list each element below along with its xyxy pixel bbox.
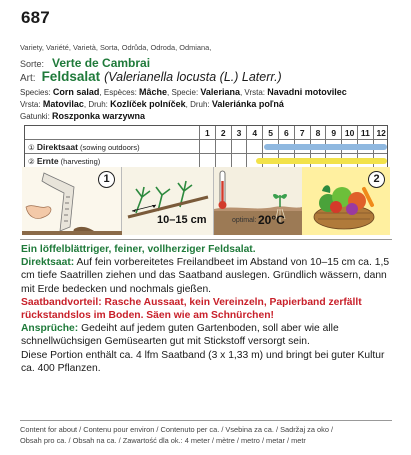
variety-line (20, 56, 150, 70)
packet-code: 687 (21, 8, 50, 27)
month-cell (246, 140, 262, 154)
month-cell (199, 140, 215, 154)
row-symbol: ① (28, 143, 35, 152)
month-label: 12 (373, 126, 389, 140)
content-line-1: Content for about / Contenu pour environ / Contenuto per ca. / Vsebina za ca. / Sadržaj za oko / (20, 425, 334, 434)
translation-value: Mâche (139, 87, 168, 97)
requirements-paragraph (21, 322, 393, 348)
row-spacing-label: 10–15 cm (157, 214, 207, 226)
translation-value: Matovilac (42, 99, 84, 109)
step-1-badge: 1 (98, 171, 115, 188)
optimal-temperature: 20°C (258, 213, 285, 227)
direktsaat-paragraph (21, 256, 393, 296)
translation-label: Species: (20, 88, 51, 97)
content-line-2: Obsah pro ca. / Obsah na ca. / Zawartość dla ok.: 4 meter / mètre / metro / metar / metr (20, 436, 306, 445)
translation-label: Druh: (88, 100, 108, 109)
translation-value: Valeriánka poľná (211, 99, 284, 109)
divider (20, 239, 392, 240)
variety-name: Verte de Cambrai (52, 56, 151, 70)
month-cell (231, 140, 247, 154)
latin-name: (Valerianella locusta (L.) Laterr.) (104, 70, 282, 84)
harvest-period-bar (256, 158, 386, 164)
headline: Ein löffelblättriger, feiner, vollherziger Feldsalat. (21, 244, 256, 255)
translation-label: Vrsta: (20, 100, 41, 109)
variety-label: Variety, Variété, Varietà, Sorta, Odrůda, Odroda, Odmiana, (20, 43, 212, 52)
month-cell (199, 154, 215, 168)
row-name: Direktsaat (36, 142, 78, 152)
species-line (20, 69, 282, 84)
translation-label: Espèces: (103, 88, 137, 97)
month-label: 5 (262, 126, 278, 140)
requirements-text: Gedeiht auf jedem guten Gartenboden, soll aber wie alle schnellwüchsigen Gemüsearten gut mit Stickstoff versorgt sein. (21, 323, 339, 348)
direktsaat-text: Auf fein vorbereitetes Freilandbeet im Abstand von 10–15 cm ca. 1,5 cm tiefe Saatrillen ziehen und das Saatband auslegen. Gründlich wässern, dann mit Erde bedecken und nochmals gießen. (21, 257, 390, 295)
month-label: 4 (246, 126, 262, 140)
art-label: Art: (20, 73, 36, 84)
calendar-row-harvest (25, 154, 387, 168)
month-label: 9 (325, 126, 341, 140)
row-note: (sowing outdoors) (80, 143, 140, 152)
month-label: 2 (215, 126, 231, 140)
optimal-label: optimal: (232, 217, 257, 224)
seed-tape-panel (22, 167, 122, 235)
species-name: Feldsalat (41, 69, 101, 84)
calendar-row-sowing (25, 140, 387, 154)
sowing-calendar (24, 125, 388, 168)
month-label: 8 (310, 126, 326, 140)
sowing-row-label (28, 140, 140, 155)
month-label: 10 (341, 126, 357, 140)
row-name: Ernte (36, 156, 59, 166)
step-2-badge: 2 (368, 171, 385, 188)
translation-label: Gatunki: (20, 112, 50, 121)
row-symbol: ② (28, 157, 35, 166)
month-cell (215, 154, 231, 168)
sowing-period-bar (264, 144, 386, 150)
portion-text: Diese Portion enthält ca. 4 lfm Saatband (3 x 1,33 m) und bringt bei guter Kultur ca. 400 Pflanzen. (21, 349, 385, 374)
month-label: 11 (357, 126, 373, 140)
row-note: (harvesting) (60, 157, 101, 166)
translation-value: Corn salad (52, 87, 100, 97)
month-cell (215, 140, 231, 154)
calendar-month-row (25, 126, 387, 140)
translation-label: Specie: (171, 88, 199, 97)
divider (20, 420, 392, 421)
translation-value: Kozlíček polníček (110, 99, 186, 109)
translations-line-1: Species: Corn salad, Espèces: Mâche, Specie: Valeriana, Vrsta: Navadni motovilec (20, 87, 347, 97)
instructions (21, 243, 393, 375)
seed-tape-advantage: Saatbandvorteil: Rasche Aussaat, kein Vereinzeln, Papierband zerfällt rückstandslos im Boden. Säen wie am Schnürchen! (21, 296, 362, 322)
sowing-illustration (22, 167, 390, 235)
sorte-label: Sorte: (20, 59, 45, 69)
month-cell (231, 154, 247, 168)
translation-label: Vrsta: (244, 88, 266, 97)
translations-line-2: Vrsta: Matovilac, Druh: Kozlíček polníček, Druh: Valeriánka poľná (20, 99, 284, 109)
month-label: 7 (294, 126, 310, 140)
translation-value: Valeriana (200, 87, 240, 97)
harvest-panel (302, 167, 390, 235)
month-label: 3 (231, 126, 247, 140)
month-label: 1 (199, 126, 215, 140)
translation-label: Druh: (190, 100, 210, 109)
translations-line-3 (20, 111, 145, 121)
translation-value: Navadni motovilec (267, 87, 347, 97)
translation-value: Roszponka warzywna (52, 111, 146, 121)
month-label: 6 (278, 126, 294, 140)
requirements-label: Ansprüche: (21, 323, 79, 335)
direktsaat-label: Direktsaat: (21, 257, 75, 269)
